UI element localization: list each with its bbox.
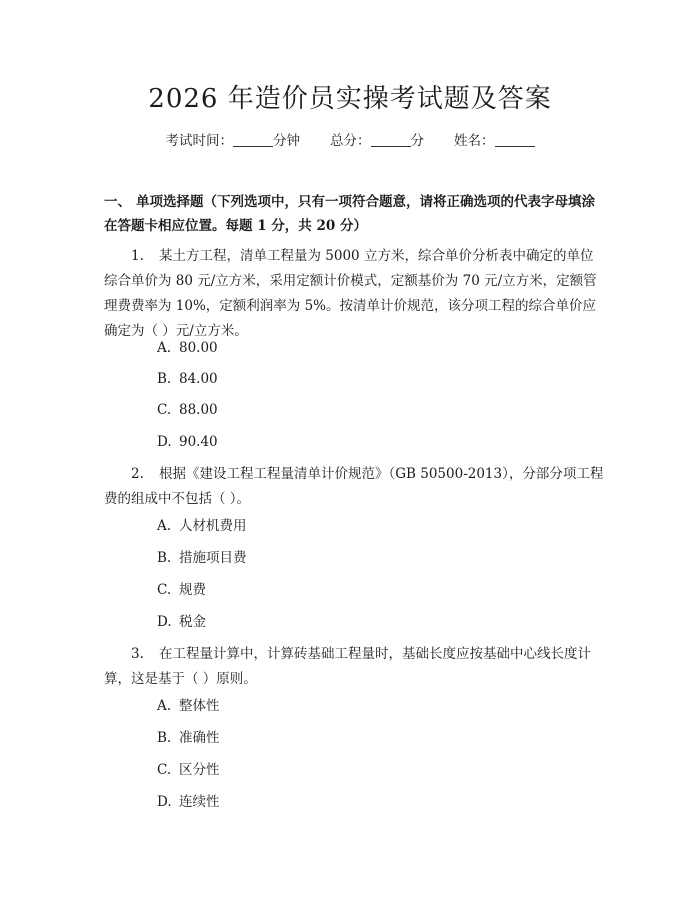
question-1-option-d: D. 90.40 xyxy=(157,434,218,450)
question-2-option-b: B. 措施项目费 xyxy=(157,550,247,566)
question-2-option-c: C. 规费 xyxy=(157,582,206,598)
time-label: 考试时间： xyxy=(165,133,233,149)
question-3-option-a: A. 整体性 xyxy=(157,698,220,714)
question-2 xyxy=(104,462,604,512)
question-1 xyxy=(104,244,604,344)
score-unit: 分 xyxy=(410,133,424,149)
question-text: 某土方工程，清单工程量为 5000 立方米，综合单价分析表中确定的单位综合单价为 80 元/立方米，采用定额计价模式，定额基价为 70 元/立方米，定额管理费费率为 10%，定额利润率为 5%。按清单计价规范，该分项工程的综合单价应确定为（ ）元/立方米。 xyxy=(104,248,597,339)
exam-meta xyxy=(0,131,700,151)
question-number: 1. xyxy=(131,248,144,264)
question-text: 在工程量计算中，计算砖基础工程量时，基础长度应按基础中心线长度计算，这是基于（ ）原则。 xyxy=(104,646,591,687)
question-3 xyxy=(104,642,604,692)
score-label: 总分： xyxy=(330,133,371,149)
score-blank xyxy=(371,132,411,147)
question-1-option-a: A. 80.00 xyxy=(157,340,218,356)
time-blank xyxy=(233,132,273,147)
question-3-option-d: D. 连续性 xyxy=(157,794,220,810)
question-2-option-a: A. 人材机费用 xyxy=(157,518,247,534)
question-1-option-b: B. 84.00 xyxy=(157,371,218,387)
name-label: 姓名： xyxy=(454,133,495,149)
section-text: 单项选择题（下列选项中，只有一项符合题意，请将正确选项的代表字母填涂在答题卡相应位置。每题 1 分，共 20 分） xyxy=(104,194,595,234)
question-number: 2. xyxy=(131,466,144,482)
name-blank xyxy=(495,132,535,147)
question-text: 根据《建设工程工程量清单计价规范》（GB 50500-2013），分部分项工程费的组成中不包括（ ）。 xyxy=(104,466,604,507)
section-heading xyxy=(104,190,604,238)
question-number: 3. xyxy=(131,646,144,662)
page-title: 2026 年造价员实操考试题及答案 xyxy=(148,84,552,114)
question-1-option-c: C. 88.00 xyxy=(157,402,218,418)
time-unit: 分钟 xyxy=(273,133,300,149)
section-number: 一、 xyxy=(104,194,131,210)
question-3-option-c: C. 区分性 xyxy=(157,762,220,778)
question-2-option-d: D. 税金 xyxy=(157,614,206,630)
question-3-option-b: B. 准确性 xyxy=(157,730,220,746)
